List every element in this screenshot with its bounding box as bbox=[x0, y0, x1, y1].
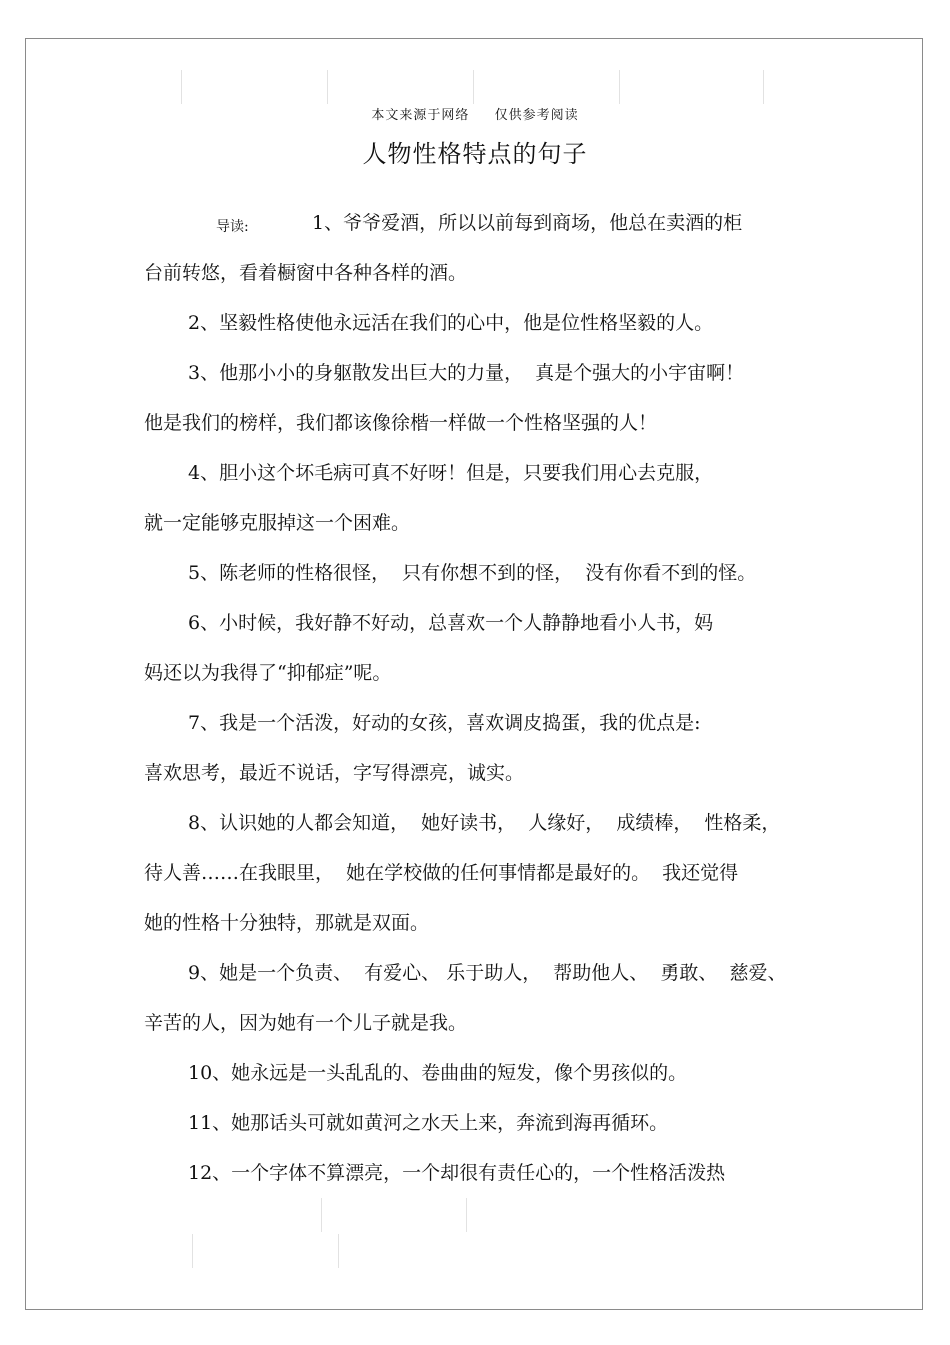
body-line: 台前转悠，看着橱窗中各种各样的酒。 bbox=[144, 262, 468, 284]
body-line: 5、陈老师的性格很怪， 只有你想不到的怪， 没有你看不到的怪。 bbox=[188, 562, 757, 584]
document-title: 人物性格特点的句子 bbox=[362, 140, 588, 168]
body-line: 9、她是一个负责、 有爱心、 乐于助人， 帮助他人、 勇敢、 慈爱、 bbox=[188, 962, 787, 984]
body-line: 待人善……在我眼里， 她在学校做的任何事情都是最好的。 我还觉得 bbox=[144, 862, 739, 884]
body-line: 10、她永远是一头乱乱的、卷曲曲的短发，像个男孩似的。 bbox=[188, 1062, 688, 1084]
body-line: 3、他那小小的身躯散发出巨大的力量， 真是个强大的小宇宙啊！ bbox=[188, 362, 745, 384]
header-tick-mark bbox=[473, 70, 474, 104]
body-line: 1、爷爷爱酒，所以以前每到商场，他总在卖酒的柜 bbox=[312, 212, 743, 234]
body-line: 11、她那话头可就如黄河之水天上来，奔流到海再循环。 bbox=[188, 1112, 669, 1134]
body-line: 就一定能够克服掉这一个困难。 bbox=[144, 512, 411, 534]
reference-note-text: 仅供参考阅读 bbox=[494, 108, 579, 123]
footer-tick-mark bbox=[338, 1234, 339, 1268]
header-tick-mark bbox=[763, 70, 764, 104]
header-tick-mark bbox=[327, 70, 328, 104]
header-tick-mark bbox=[619, 70, 620, 104]
body-line: 7、我是一个活泼，好动的女孩，喜欢调皮捣蛋，我的优点是: bbox=[188, 712, 701, 734]
body-line: 8、认识她的人都会知道， 她好读书， 人缘好， 成绩棒， 性格柔， bbox=[188, 812, 781, 834]
footer-tick-mark bbox=[466, 1198, 467, 1232]
body-line: 她的性格十分独特，那就是双面。 bbox=[144, 912, 430, 934]
intro-label: 导读: bbox=[216, 219, 249, 235]
body-line: 2、坚毅性格使他永远活在我们的心中，他是位性格坚毅的人。 bbox=[188, 312, 714, 334]
body-line: 妈还以为我得了“抑郁症”呢。 bbox=[144, 662, 392, 684]
body-line: 4、胆小这个坏毛病可真不好呀！但是，只要我们用心去克服， bbox=[188, 462, 714, 484]
body-line: 6、小时候，我好静不好动，总喜欢一个人静静地看小人书，妈 bbox=[188, 612, 714, 634]
source-note-text: 本文来源于网络 bbox=[371, 108, 470, 123]
footer-tick-mark bbox=[192, 1234, 193, 1268]
source-note bbox=[0, 104, 950, 123]
body-line: 他是我们的榜样，我们都该像徐楷一样做一个性格坚强的人！ bbox=[144, 412, 658, 434]
footer-tick-mark bbox=[321, 1198, 322, 1232]
body-line: 辛苦的人，因为她有一个儿子就是我。 bbox=[144, 1012, 468, 1034]
header-tick-mark bbox=[181, 70, 182, 104]
body-line: 12、一个字体不算漂亮，一个却很有责任心的，一个性格活泼热 bbox=[188, 1162, 726, 1184]
body-line: 喜欢思考，最近不说话，字写得漂亮，诚实。 bbox=[144, 762, 525, 784]
